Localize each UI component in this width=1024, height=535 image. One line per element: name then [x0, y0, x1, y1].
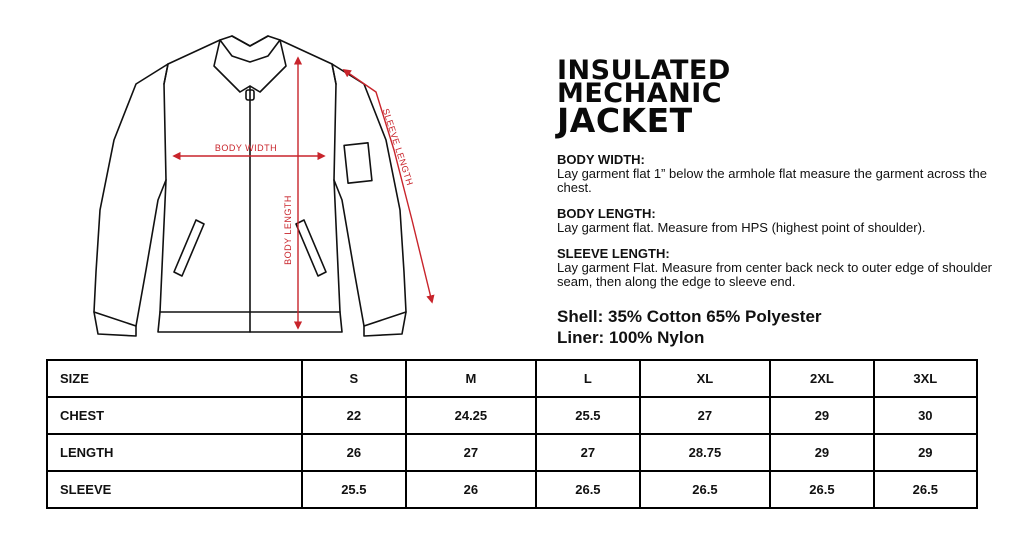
table-header-cell: 2XL [770, 360, 873, 397]
body-length-label: BODY LENGTH [283, 195, 293, 265]
table-cell: 27 [536, 434, 639, 471]
table-row-chest [47, 397, 977, 434]
table-cell: 29 [874, 434, 977, 471]
jacket-illustration [0, 0, 540, 350]
sleeve-length-label: SLEEVE LENGTH [380, 107, 416, 187]
table-cell: 29 [770, 434, 873, 471]
table-cell: 26.5 [874, 471, 977, 508]
right-sleeve-outline [332, 64, 406, 326]
spec-heading: BODY WIDTH: [557, 152, 645, 167]
left-sleeve-outline [94, 64, 168, 326]
title-line-3: JACKET [557, 101, 693, 140]
spec-text: Lay garment Flat. Measure from center back neck to outer edge of shoulder seam, then along the edge to sleeve end. [557, 260, 993, 289]
table-row-length [47, 434, 977, 471]
table-cell: 27 [406, 434, 537, 471]
table-row-label: SLEEVE [47, 471, 302, 508]
spec-text: Lay garment flat. Measure from HPS (highest point of shoulder). [557, 220, 926, 235]
spec-text: Lay garment flat 1” below the armhole flat measure the garment across the chest. [557, 166, 987, 195]
table-header-cell: 3XL [874, 360, 977, 397]
title-line-1: INSULATED [557, 55, 731, 86]
table-header-cell: M [406, 360, 537, 397]
table-row-sleeve [47, 471, 977, 508]
table-cell: 26.5 [770, 471, 873, 508]
spec-heading: SLEEVE LENGTH: [557, 246, 670, 261]
table-cell: 22 [302, 397, 405, 434]
table-cell: 26.5 [640, 471, 771, 508]
table-cell: 29 [770, 397, 873, 434]
table-header-cell: XL [640, 360, 771, 397]
spec-sleeve-length [557, 247, 997, 289]
table-cell: 26 [302, 434, 405, 471]
sleeve-length-arrow [344, 70, 432, 302]
table-header-cell: SIZE [47, 360, 302, 397]
table-row-label: LENGTH [47, 434, 302, 471]
table-cell: 28.75 [640, 434, 771, 471]
table-header-cell: L [536, 360, 639, 397]
spec-body-length [557, 207, 997, 235]
table-row-label: CHEST [47, 397, 302, 434]
table-cell: 26.5 [536, 471, 639, 508]
spec-heading: BODY LENGTH: [557, 206, 656, 221]
body-width-label: BODY WIDTH [214, 143, 278, 153]
material-shell: Shell: 35% Cotton 65% Polyester [557, 307, 822, 326]
table-header-cell: S [302, 360, 405, 397]
title-line-2: MECHANIC [557, 78, 723, 109]
table-cell: 26 [406, 471, 537, 508]
material-liner: Liner: 100% Nylon [557, 328, 705, 347]
size-chart-table [46, 359, 978, 509]
product-title [557, 55, 731, 140]
spec-body-width [557, 153, 997, 195]
table-header-row [47, 360, 977, 397]
collar-outline [214, 36, 286, 92]
table-cell: 25.5 [536, 397, 639, 434]
table-cell: 27 [640, 397, 771, 434]
table-cell: 25.5 [302, 471, 405, 508]
table-cell: 30 [874, 397, 977, 434]
table-cell: 24.25 [406, 397, 537, 434]
